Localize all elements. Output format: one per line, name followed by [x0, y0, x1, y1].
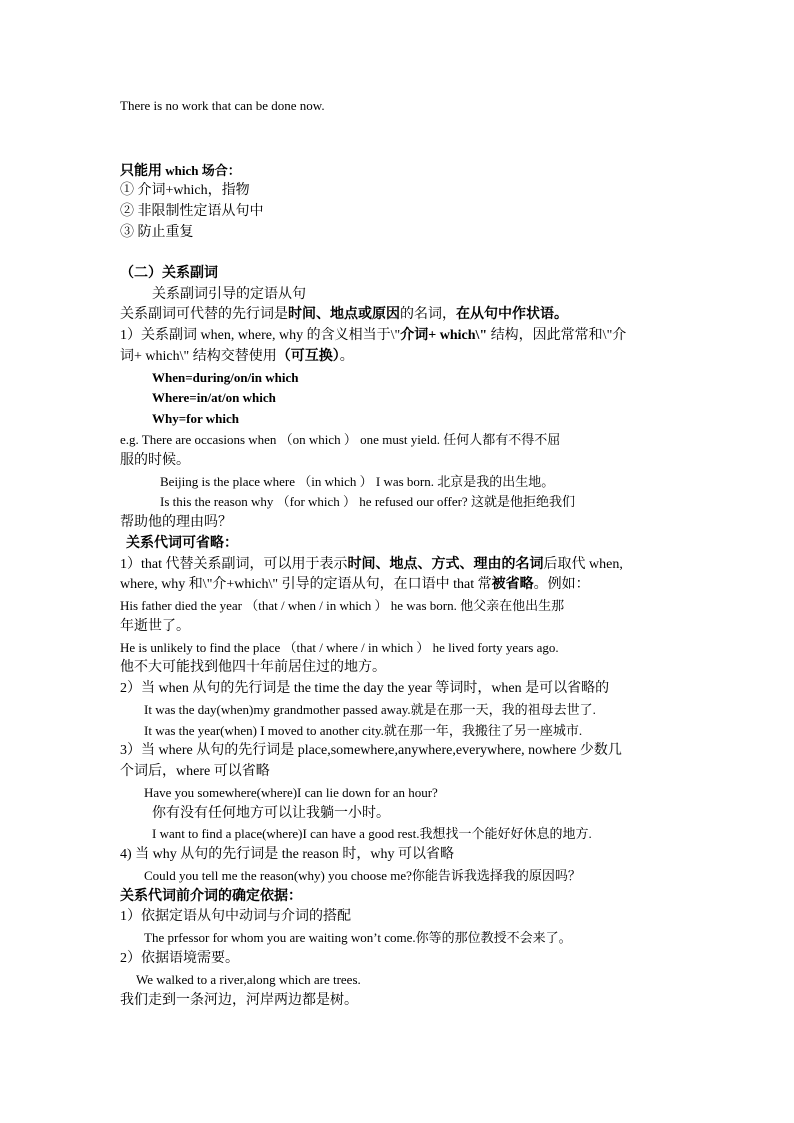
example-line: 你有没有任何地方可以让我躺一小时。 — [152, 806, 390, 821]
formula-line: Where=in/at/on which — [152, 390, 276, 405]
example-line: He is unlikely to find the place （that / where / in which ） he lived forty years ago. — [120, 640, 559, 655]
example-line: 年逝世了。 — [120, 619, 190, 634]
example-line: 帮助他的理由吗？ — [120, 515, 232, 530]
section-heading: 关系代词可省略： — [126, 536, 238, 551]
example-line: e.g. There are occasions when （on which ） one must yield. 任何人都有不得不屈 — [120, 432, 561, 447]
list-item: ③ 防止重复 — [120, 225, 194, 240]
example-line: I want to find a place(where)I can have a good rest.我想找一个能好好休息的地方. — [152, 826, 592, 841]
text-line: 2）当 when 从句的先行词是 the time the day the year 等词时，when 是可以省略的 — [120, 681, 610, 696]
text-line: There is no work that can be done now. — [120, 98, 325, 113]
example-line: 服的时候。 — [120, 453, 190, 468]
example-line: 他不大可能找到他四十年前居住过的地方。 — [120, 660, 386, 675]
text-line: 1）关系副词 when, where, why 的含义相当于\"介词+ which\" 结构，因此常常和\"介 — [120, 328, 627, 343]
list-item: ① 介词+which，指物 — [120, 183, 250, 198]
example-line: His father died the year （that / when / in which ） he was born. 他父亲在他出生那 — [120, 598, 565, 613]
text-line: 词+ which\" 结构交替使用（可互换）。 — [120, 349, 354, 364]
text-line: 关系副词引导的定语从句 — [152, 287, 306, 302]
example-line: It was the day(when)my grandmother passed away.就是在那一天，我的祖母去世了. — [144, 702, 596, 717]
example-line: Is this the reason why （for which ） he refused our offer? 这就是他拒绝我们 — [160, 494, 575, 509]
example-line: It was the year(when) I moved to another city.就在那一年，我搬往了另一座城市. — [144, 723, 583, 738]
list-item: ② 非限制性定语从句中 — [120, 204, 264, 219]
example-line: Have you somewhere(where)I can lie down for an hour? — [144, 785, 438, 800]
text-line: where, why 和\"介+which\" 引导的定语从句，在口语中 that 常被省略。例如： — [120, 577, 590, 592]
example-line: Could you tell me the reason(why) you choose me?你能告诉我选择我的原因吗？ — [144, 868, 581, 883]
example-line: The prfessor for whom you are waiting won’t come.你等的那位教授不会来了。 — [144, 930, 572, 945]
text-line: 2）依据语境需要。 — [120, 951, 239, 966]
text-line: 4) 当 why 从句的先行词是 the reason 时，why 可以省略 — [120, 847, 455, 862]
example-line: 我们走到一条河边，河岸两边都是树。 — [120, 993, 358, 1008]
text-line: 个词后，where 可以省略 — [120, 764, 270, 779]
section-heading: 关系代词前介词的确定依据： — [120, 889, 302, 904]
section-heading: 只能用 which 场合： — [120, 163, 241, 179]
text-line: 3）当 where 从句的先行词是 place,somewhere,anywhere,everywhere, nowhere 少数几 — [120, 743, 622, 758]
example-line: We walked to a river,along which are trees. — [136, 972, 361, 987]
formula-line: When=during/on/in which — [152, 370, 299, 385]
text-line: 关系副词可代替的先行词是时间、地点或原因的名词，在从句中作状语。 — [120, 307, 568, 322]
text-line: 1）依据定语从句中动词与介词的搭配 — [120, 909, 351, 924]
text-line: 1）that 代替关系副词，可以用于表示时间、地点、方式、理由的名词后取代 when, — [120, 557, 623, 572]
example-line: Beijing is the place where （in which ） I was born. 北京是我的出生地。 — [160, 474, 555, 489]
section-heading: （二）关系副词 — [120, 266, 218, 281]
formula-line: Why=for which — [152, 411, 239, 426]
